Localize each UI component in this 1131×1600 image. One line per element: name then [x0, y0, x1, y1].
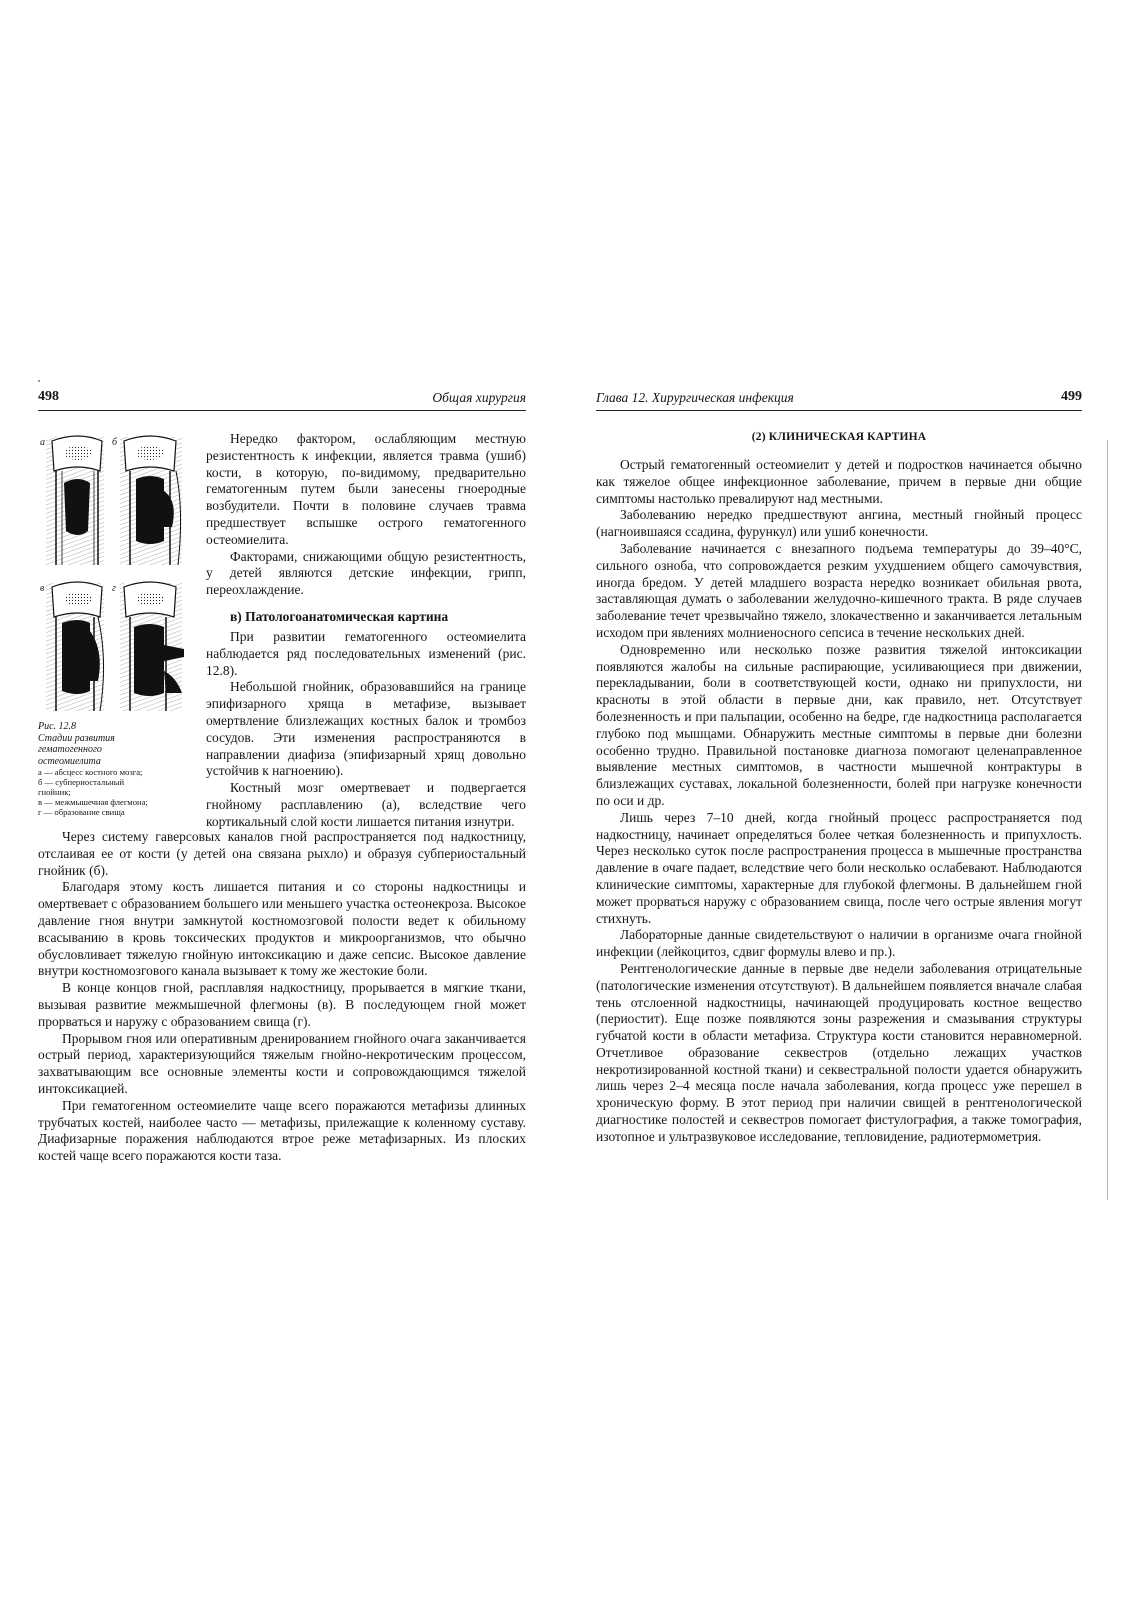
left-page	[38, 388, 526, 1165]
caption-legend-item: в — межмышечная флегмона;	[38, 797, 148, 807]
left-page-number: 498	[38, 389, 59, 404]
panel-b-drawing	[120, 436, 182, 565]
figure-12-8	[38, 431, 186, 817]
left-running-head	[38, 388, 526, 411]
caption-number: Рис. 12.8	[38, 721, 77, 732]
subheading: в) Патологоанатомическая картина	[230, 608, 449, 624]
paragraph: Факторами, снижающими общую резистентность, у детей являются детские инфекции, грипп, переохлаждение.	[206, 548, 526, 598]
paragraph: Заболевание начинается с внезапного подъема температуры до 39–40°С, сильного озноба, что сопровождается резким ухудшением общего самочувствия, иногда бредом. У детей младшего возраста нередко возникает обильная рвота, заставляющая думать о заболевании желудочно-кишечного тракта. В ряде случаев заболевание течет чрезвычайно тяжело, злокачественно и заканчивается летальным исходом при явлениях молниеносного сепсиса в течение нескольких дней.	[596, 540, 1082, 640]
full-width-text	[38, 829, 526, 1165]
caption-title-line: остеомиелита	[38, 755, 101, 767]
paragraph: Прорывом гноя или оперативным дренированием гнойного очага заканчивается острый период, характеризующийся тяжелым гнойно-некротическим процессом, захватывающим все основные элементы кости и сопровождающимся тяжелой интоксикацией.	[38, 1030, 526, 1096]
right-running-head	[596, 388, 1082, 411]
caption-legend-item: б — субпериостальный	[38, 777, 125, 787]
right-body-text	[596, 457, 1082, 1146]
panel-label-g: г	[112, 583, 116, 594]
caption-title-line: Стадии развития	[38, 732, 115, 744]
right-running-title: Глава 12. Хирургическая инфекция	[596, 390, 794, 405]
caption-legend-item: а — абсцесс костного мозга;	[38, 767, 143, 777]
osteomyelitis-stages-illustration	[38, 431, 186, 713]
scan-mark	[38, 380, 40, 382]
paragraph: Костный мозг омертвевает и подвергается гнойному расплавлению (а), вследствие чего кортикальный слой кости лишается питания изнутри.	[206, 780, 526, 829]
caption-legend-item: г — образование свища	[38, 807, 125, 817]
paragraph: Лишь через 7–10 дней, когда гнойный процесс распространяется под надкостницу, начинает определяться более четкая болезненность и припухлость. Через несколько суток после распространения процесса в мышечные пространства давление в очаге падает, вследствие чего боли несколько ослабевают. Наблюдаются клинические симптомы, характерные для глубокой флегмоны. В дальнейшем гной может прорваться наружу с образованием свища, после чего острые явления могут стихнуть.	[596, 809, 1082, 926]
paragraph: Нередко фактором, ослабляющим местную резистентность к инфекции, является травма (ушиб) кости, в которую, по-видимому, предварительно гематогенным путем были занесены гноеродные возбудители. Почти в половине случаев травма предшествует вспышке острого гематогенного остеомиелита.	[206, 431, 526, 547]
caption-title-line: гематогенного	[38, 744, 102, 755]
panel-label-b: б	[112, 437, 118, 448]
paragraph: В конце концов гной, расплавляя надкостницу, прорывается в мягкие ткани, вызывая развитие межмышечной флегмоны (в). В последующем гной может прорваться и наружу с образованием свища (г).	[38, 980, 526, 1029]
paragraph: Небольшой гнойник, образовавшийся на границе эпифизарного хряща в метафизе, вызывает омертвление близлежащих костных балок и тромбоз сосудов. Эти изменения распространяются в направлении диафиза (эпифизарный хрящ довольно устойчив к нагноению).	[206, 679, 526, 779]
paragraph: При гематогенном остеомиелите чаще всего поражаются метафизы длинных трубчатых костей, наиболее часто — метафизы, прилежащие к коленному суставу. Диафизарные поражения наблюдаются втрое реже метафизарных. Из плоских костей чаще всего поражаются кости таза.	[38, 1097, 526, 1164]
panel-a-drawing	[46, 436, 104, 565]
left-running-title: Общая хирургия	[432, 390, 526, 405]
panel-label-a: а	[40, 437, 45, 448]
panel-v-drawing	[46, 582, 104, 711]
figure-caption	[38, 721, 186, 817]
page-edge-line	[1107, 440, 1108, 1200]
panel-g-drawing	[120, 582, 184, 711]
paragraph: Рентгенологические данные в первые две недели заболевания отрицательные (патологические изменения отсутствуют). В дальнейшем появляется вначале слабая тень отслоенной надкостницы, начинающей продуцировать костное вещество (периостит). Еще позже появляются зоны разрежения и смазывания структуры губчатой кости в области метафиза. Структура кости становится неравномерной. Отчетливое образование секвестров (отдельно лежащих участков некротизированной костной ткани) и секвестральной полости удается обнаружить лишь через 2–4 месяца после начала заболевания, когда процесс уже перешел в хроническую форму. В этот период при наличии свищей в рентгенологической диагностике полостей и секвестров помогает фистулография, а также томография, изотопное и ультразвуковое исследование, тепловидение, радиотермометрия.	[596, 960, 1082, 1144]
paragraph: Через систему гаверсовых каналов гной распространяется под надкостницу, отслаивая ее от кости (у детей она связана рыхло) и образуя субпериостальный гнойник (б).	[38, 829, 526, 878]
paragraph: Одновременно или несколько позже развития тяжелой интоксикации появляются жалобы на сильные распирающие, усиливающиеся при движении, перекладывании, боли в соответствующей кости, однако ни припухлости, ни красноты в этой области в первые дни, как правило, нет. Отсутствует болезненность и при пальпации, особенно на бедре, где надкостница располагается глубоко под мышцами. Обнаружить местные симптомы в первые дни болезни особенно трудно. Правильной постановке диагноза помогают целенаправленное выявление местных симптомов, в частности мышечной контрактуры в близлежащих суставах, локальной болезненности, болей при нагрузке конечности по оси и др.	[596, 641, 1082, 808]
paragraph: Благодаря этому кость лишается питания и со стороны надкостницы и омертвевает с образованием большего или меньшего участка остеонекроза. Высокое давление гноя внутри замкнутой костномозговой полости ведет к обильному всасыванию в кровь токсических продуктов и микроорганизмов, что обычно обусловливает тяжелую гнойную интоксикацию и даже сепсис. Высокое давление внутри костномозгового канала вызывает к тому же жестокие боли.	[38, 879, 526, 979]
paragraph: Заболеванию нередко предшествуют ангина, местный гнойный процесс (нагноившаяся ссадина, фурункул) или ушиб конечности.	[596, 507, 1082, 540]
figure-area	[38, 431, 526, 827]
right-page	[596, 388, 1082, 1146]
section-title: (2) КЛИНИЧЕСКАЯ КАРТИНА	[751, 431, 927, 443]
paragraph: Острый гематогенный остеомиелит у детей и подростков начинается обычно как тяжелое общее инфекционное заболевание, причем в первые дни общие симптомы настолько превалируют над местными.	[596, 457, 1082, 506]
right-page-number: 499	[1061, 389, 1082, 404]
paragraph: Лабораторные данные свидетельствуют о наличии в организме очага гнойной инфекции (лейкоцитоз, сдвиг формулы влево и пр.).	[596, 927, 1082, 960]
panel-label-v: в	[40, 583, 45, 594]
caption-legend-item: гнойник;	[38, 787, 71, 797]
paragraph: При развитии гематогенного остеомиелита наблюдается ряд последовательных изменений (рис. 12.8).	[206, 628, 526, 678]
side-text-column	[206, 431, 526, 831]
